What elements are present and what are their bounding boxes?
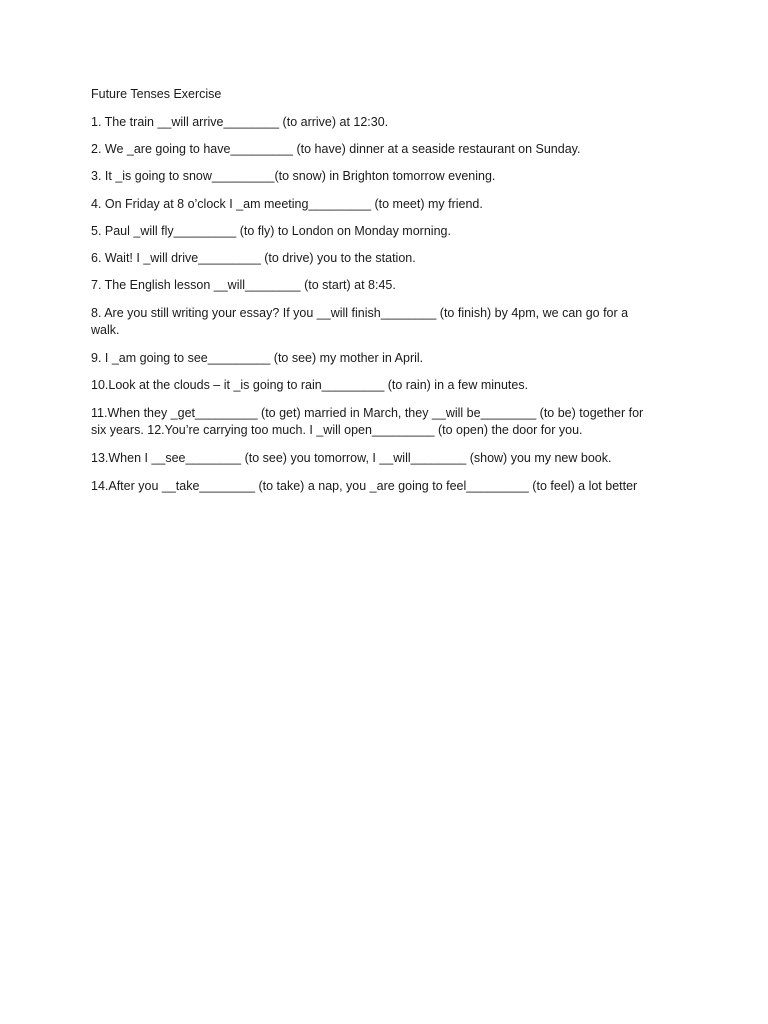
exercise-line: 4. On Friday at 8 o’clock I _am meeting_________ (to meet) my friend. xyxy=(91,197,483,211)
exercise-item-7 xyxy=(91,277,396,294)
exercise-line: 5. Paul _will fly_________ (to fly) to London on Monday morning. xyxy=(91,224,451,238)
exercise-item-10 xyxy=(91,377,528,394)
exercise-line: 3. It _is going to snow_________(to snow) in Brighton tomorrow evening. xyxy=(91,169,496,183)
exercise-line: 9. I _am going to see_________ (to see) my mother in April. xyxy=(91,351,424,365)
exercise-line: 8. Are you still writing your essay? If you __will finish________ (to finish) by 4pm, we can go for a xyxy=(91,306,629,320)
exercise-item-2 xyxy=(91,141,580,158)
exercise-line: 1. The train __will arrive________ (to arrive) at 12:30. xyxy=(91,115,389,129)
exercise-item-4 xyxy=(91,196,483,213)
exercise-item-8 xyxy=(91,305,628,339)
exercise-item-3 xyxy=(91,168,495,185)
exercise-item-1 xyxy=(91,114,388,131)
exercise-line: walk. xyxy=(91,323,120,337)
exercise-line: 11.When they _get_________ (to get) married in March, they __will be________ (to be) together for xyxy=(91,406,644,420)
exercise-item-11 xyxy=(91,405,643,439)
exercise-line: 14.After you __take________ (to take) a nap, you _are going to feel_________ (to feel) a lot better xyxy=(91,479,638,493)
page-title: Future Tenses Exercise xyxy=(91,87,222,101)
exercise-item-6 xyxy=(91,250,416,267)
exercise-line: 6. Wait! I _will drive_________ (to drive) you to the station. xyxy=(91,251,416,265)
exercise-item-5 xyxy=(91,223,451,240)
exercise-line: 2. We _are going to have_________ (to have) dinner at a seaside restaurant on Sunday. xyxy=(91,142,581,156)
exercise-item-14 xyxy=(91,478,637,495)
exercise-item-9 xyxy=(91,350,423,367)
exercise-line: 10.Look at the clouds – it _is going to rain_________ (to rain) in a few minutes. xyxy=(91,378,529,392)
exercise-line: 7. The English lesson __will________ (to start) at 8:45. xyxy=(91,278,396,292)
exercise-item-13 xyxy=(91,450,611,467)
exercise-line: 13.When I __see________ (to see) you tomorrow, I __will________ (show) you my new book. xyxy=(91,451,612,465)
exercise-line: six years. 12.You’re carrying too much. I _will open_________ (to open) the door for you. xyxy=(91,423,583,437)
